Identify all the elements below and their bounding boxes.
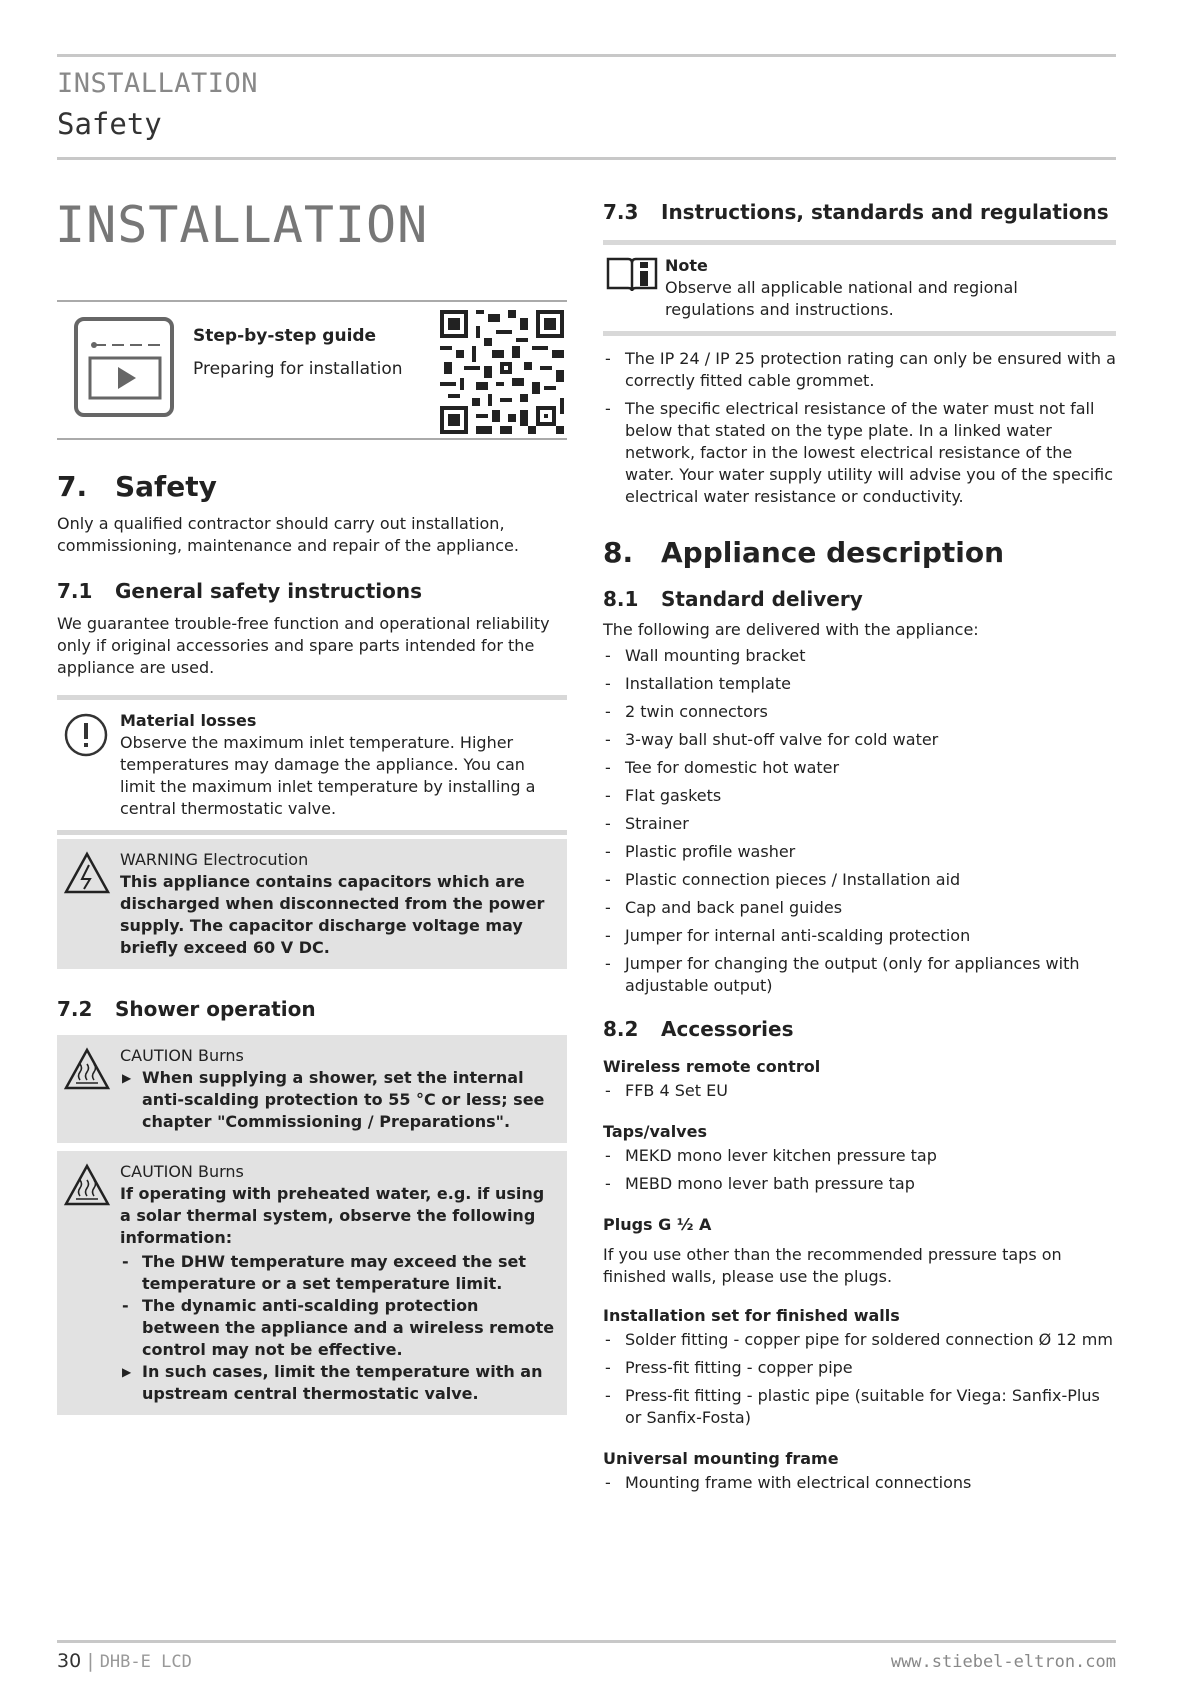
section-7-intro: Only a qualified contractor should carry out installation, commissioning, maintenance and repair of the appliance. [57, 514, 519, 555]
video-guide-icon [74, 317, 174, 417]
section-8-heading [603, 536, 1116, 569]
plugs-text: If you use other than the recommended pressure taps on finished walls, please use the plugs. [603, 1245, 1062, 1286]
material-losses-body: Observe the maximum inlet temperature. Higher temperatures may damage the appliance. You can limit the maximum inlet temperature by installing a central thermostatic valve. [120, 733, 536, 818]
footer-separator: | [87, 1650, 94, 1672]
page-number: 30 [57, 1650, 82, 1672]
plugs-heading: Plugs G ½ A [603, 1215, 712, 1234]
section-8-2-title: Accessories [661, 1017, 794, 1041]
list-item: - The specific electrical resistance of the water must not fall below that stated on the type plate. In a linked water network, factor in the lowest electrical resistance of the water. Your water supply utility will advise you of the specific electrical water resistance or conductivity. [603, 398, 1116, 508]
section-8-title: Appliance description [661, 536, 1005, 569]
guide-text: Preparing for installation [193, 359, 403, 379]
hot-surface-icon [63, 1163, 111, 1211]
section-8-1-intro: The following are delivered with the appliance: [603, 620, 979, 639]
section-8-1-number: 8.1 [603, 587, 639, 611]
qr-code-icon[interactable] [440, 310, 564, 434]
finished-walls-heading: Installation set for finished walls [603, 1306, 900, 1325]
header-section: INSTALLATION [57, 68, 259, 99]
list-item: - Tee for domestic hot water [603, 757, 1116, 779]
footer-rule [57, 1640, 1116, 1643]
section-7-3-title: Instructions, standards and regulations [661, 200, 1109, 224]
electrical-hazard-icon [63, 851, 111, 899]
list-item: - Press-fit fitting - plastic pipe (suitable for Viega: Sanfix-Plus or Sanfix-Fosta) [603, 1385, 1116, 1429]
caution-1-title: CAUTION Burns [120, 1046, 244, 1065]
list-item: - Installation template [603, 673, 1116, 695]
section-7-3-list [603, 348, 1116, 508]
caution-burns-notice-1 [57, 1035, 567, 1143]
mounting-frame-heading: Universal mounting frame [603, 1449, 839, 1468]
list-item: - MEKD mono lever kitchen pressure tap [603, 1145, 1116, 1167]
wireless-remote-heading: Wireless remote control [603, 1057, 821, 1076]
exclamation-circle-icon [63, 712, 109, 762]
section-7-1-title: General safety instructions [115, 579, 423, 603]
list-item: - Wall mounting bracket [603, 645, 1116, 667]
list-item: - 3-way ball shut-off valve for cold water [603, 729, 1116, 751]
section-7-1-heading [57, 579, 567, 603]
header-top-rule [57, 54, 1116, 57]
list-item: - Plastic profile washer [603, 841, 1116, 863]
section-8-2-number: 8.2 [603, 1017, 639, 1041]
left-column [57, 300, 567, 1415]
list-item: - Cap and back panel guides [603, 897, 1116, 919]
material-losses-title: Material losses [120, 711, 257, 730]
list-item: - FFB 4 Set EU [603, 1080, 1116, 1102]
note-title: Note [665, 256, 708, 275]
list-item: - 2 twin connectors [603, 701, 1116, 723]
list-item: - Press-fit fitting - copper pipe [603, 1357, 1116, 1379]
standard-delivery-list [603, 645, 1116, 997]
section-8-2-heading [603, 1017, 1116, 1041]
right-column [603, 200, 1116, 1500]
list-item: - The IP 24 / IP 25 protection rating can only be ensured with a correctly fitted cable grommet. [603, 348, 1116, 392]
caution-1-step: ▶ When supplying a shower, set the internal anti-scalding protection to 55 °C or less; see chapter "Commissioning / Preparations". [120, 1067, 559, 1133]
list-item: - Strainer [603, 813, 1116, 835]
guide-title: Step-by-step guide [193, 326, 377, 346]
section-7-title: Safety [115, 470, 217, 503]
warning-body: This appliance contains capacitors which are discharged when disconnected from the power supply. The capacitor discharge voltage may briefly exceed 60 V DC. [120, 872, 545, 957]
section-7-2-number: 7.2 [57, 997, 93, 1021]
caution-burns-notice-2 [57, 1151, 567, 1415]
section-7-3-heading [603, 200, 1116, 224]
section-7-1-text: We guarantee trouble-free function and operational reliability only if original accessories and spare parts intended for the appliance are used. [57, 614, 550, 677]
caution-2-step: ▶ In such cases, limit the temperature with an upstream central thermostatic valve. [120, 1361, 559, 1405]
section-7-heading [57, 470, 567, 503]
section-8-1-heading [603, 587, 1116, 611]
footer-url[interactable]: www.stiebel-eltron.com [890, 1652, 1116, 1672]
warning-title: WARNING Electrocution [120, 850, 309, 869]
taps-valves-heading: Taps/valves [603, 1122, 707, 1141]
caution-2-item: - The DHW temperature may exceed the set temperature or a set temperature limit. [120, 1251, 559, 1295]
section-8-number: 8. [603, 536, 634, 569]
section-8-1-title: Standard delivery [661, 587, 863, 611]
section-7-2-title: Shower operation [115, 997, 316, 1021]
info-book-icon [605, 253, 659, 299]
list-item: - Plastic connection pieces / Installation aid [603, 869, 1116, 891]
list-item: - Jumper for changing the output (only for appliances with adjustable output) [603, 953, 1116, 997]
caution-2-item: - The dynamic anti-scalding protection between the appliance and a wireless remote control may not be effective. [120, 1295, 559, 1361]
footer-page-info [57, 1650, 192, 1672]
section-7-3-number: 7.3 [603, 200, 639, 224]
step-by-step-guide[interactable] [57, 300, 567, 440]
note-notice [603, 240, 1116, 336]
page-title: INSTALLATION [55, 196, 429, 254]
header-subsection: Safety [57, 107, 162, 141]
warning-electrocution-notice [57, 839, 567, 969]
caution-2-title: CAUTION Burns [120, 1162, 244, 1181]
caution-2-body: If operating with preheated water, e.g. if using a solar thermal system, observe the following information: [120, 1184, 545, 1247]
section-7-1-number: 7.1 [57, 579, 93, 603]
list-item: - MEBD mono lever bath pressure tap [603, 1173, 1116, 1195]
list-item: - Flat gaskets [603, 785, 1116, 807]
list-item: - Mounting frame with electrical connections [603, 1472, 1116, 1494]
header-bottom-rule [57, 157, 1116, 160]
section-7-2-heading [57, 997, 567, 1021]
hot-surface-icon [63, 1047, 111, 1095]
material-losses-notice [57, 695, 567, 835]
note-body: Observe all applicable national and regional regulations and instructions. [665, 278, 1018, 319]
list-item: - Solder fitting - copper pipe for soldered connection Ø 12 mm [603, 1329, 1116, 1351]
section-7-number: 7. [57, 470, 88, 503]
product-name: DHB-E LCD [99, 1652, 192, 1672]
list-item: - Jumper for internal anti-scalding protection [603, 925, 1116, 947]
